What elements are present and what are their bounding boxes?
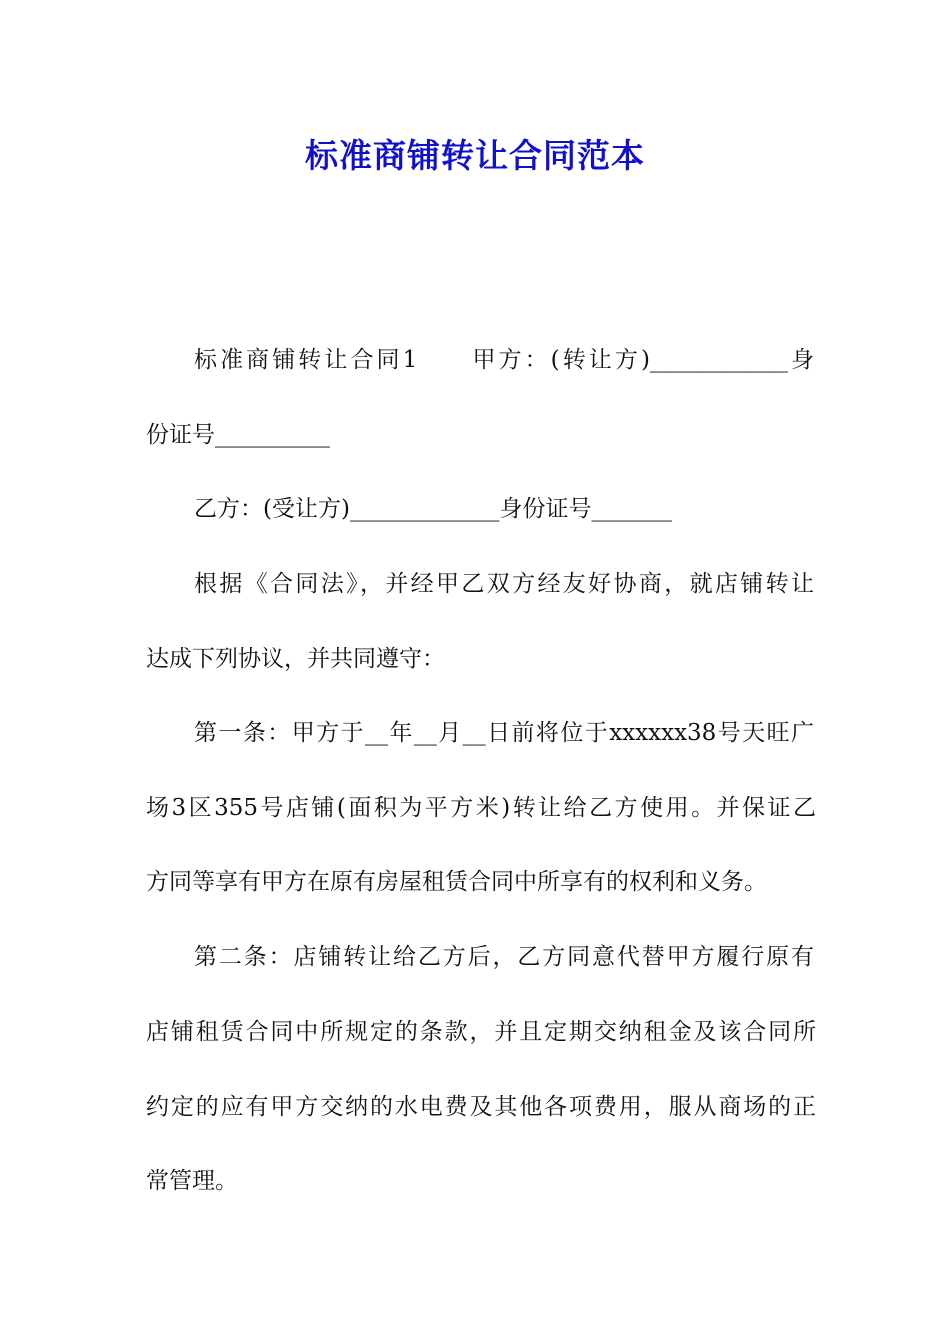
article-2-line-2: 店铺租赁合同中所规定的条款，并且定期交纳租金及该合同所: [146, 1019, 816, 1045]
document-title: 标准商铺转让合同范本: [305, 136, 645, 175]
paragraph-preamble-line-2: 达成下列协议，并共同遵守：: [146, 646, 445, 672]
paragraph-parties-line-1: 标准商铺转让合同1 甲方：(转让方)____________身: [194, 347, 814, 373]
article-1-line-2: 场3区355号店铺(面积为平方米)转让给乙方使用。并保证乙: [146, 795, 816, 821]
article-2-line-3: 约定的应有甲方交纳的水电费及其他各项费用，服从商场的正: [146, 1094, 816, 1120]
article-1-line-3: 方同等享有甲方在原有房屋租赁合同中所享有的权利和义务。: [146, 869, 767, 895]
article-2-line-1: 第二条：店铺转让给乙方后，乙方同意代替甲方履行原有: [194, 944, 814, 970]
paragraph-party-b: 乙方：(受让方)_____________身份证号_______: [194, 496, 672, 522]
paragraph-parties-line-2: 份证号__________: [146, 422, 330, 448]
article-2-line-4: 常管理。: [146, 1168, 238, 1194]
article-1-line-1: 第一条：甲方于__年__月__日前将位于xxxxxx38号天旺广: [194, 720, 814, 746]
paragraph-preamble-line-1: 根据《合同法》，并经甲乙双方经友好协商，就店铺转让: [194, 571, 814, 597]
